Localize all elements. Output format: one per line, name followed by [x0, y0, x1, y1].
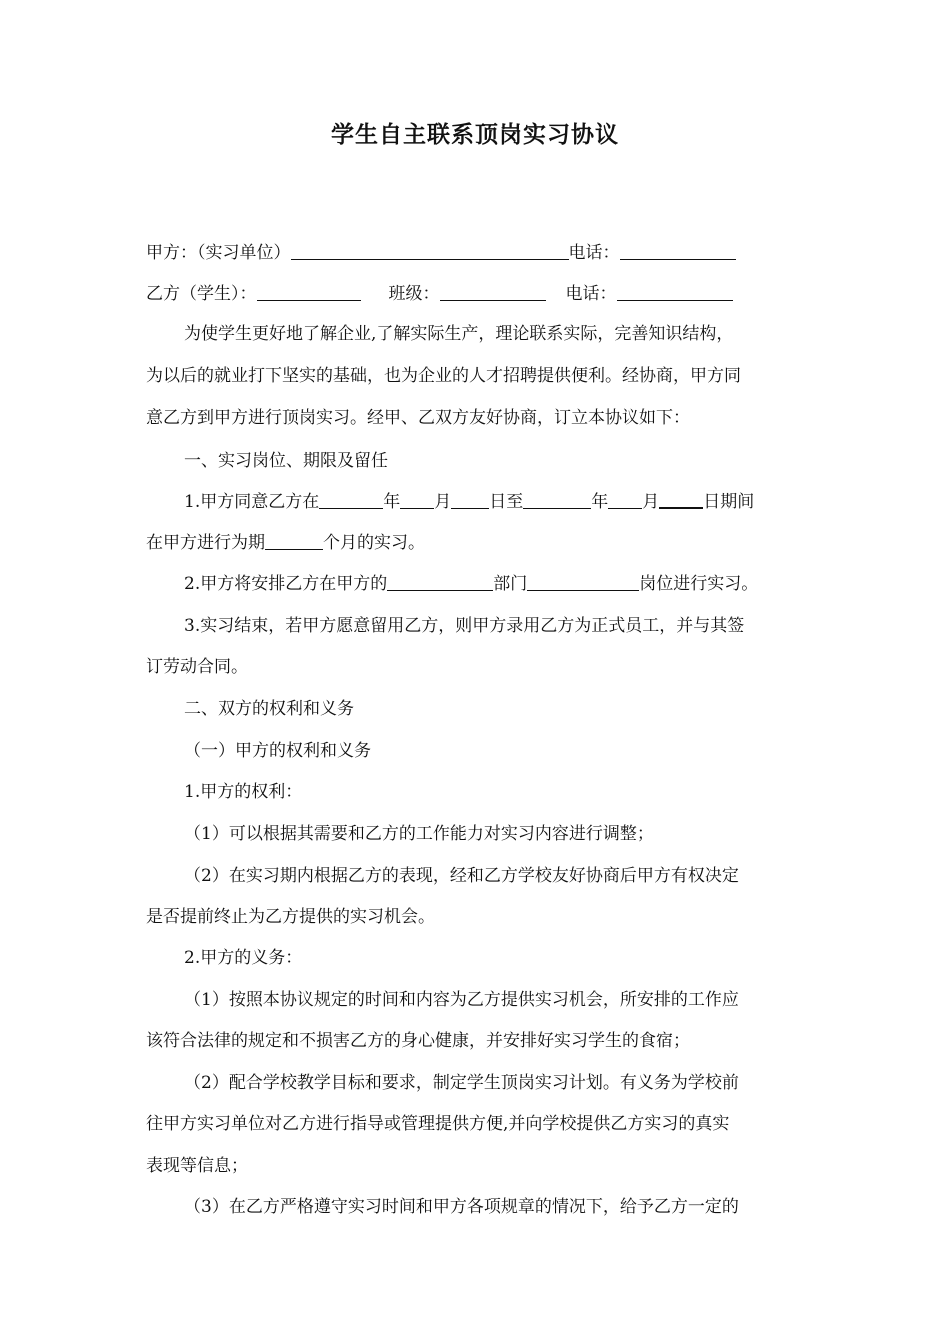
year-label: 年	[591, 492, 609, 512]
party-b-class-field[interactable]	[440, 282, 546, 301]
months-field[interactable]	[265, 531, 323, 550]
intro-line: 意乙方到甲方进行顶岗实习。经甲、乙双方友好协商，订立本协议如下：	[146, 408, 690, 428]
month-label: 月	[642, 492, 660, 512]
duty-item: （2）配合学校教学目标和要求，制定学生顶岗实习计划。有义务为学校前	[184, 1073, 739, 1093]
party-b-line	[146, 282, 810, 306]
page-title: 学生自主联系顶岗实习协议	[331, 122, 619, 148]
item1-line2-end: 个月的实习。	[323, 533, 425, 553]
item2-end-text: 岗位进行实习。	[639, 574, 759, 594]
right-item: （2）在实习期内根据乙方的表现，经和乙方学校友好协商后甲方有权决定	[184, 866, 739, 886]
section1-item1-line1	[146, 489, 810, 513]
position-field[interactable]	[527, 572, 639, 591]
start-month-field[interactable]	[400, 490, 434, 509]
section1-item3-line: 订劳动合同。	[146, 657, 248, 677]
duties-heading: 2.甲方的义务：	[184, 948, 303, 968]
end-year-field[interactable]	[523, 490, 591, 509]
party-a-line	[146, 241, 810, 265]
year-label: 年	[383, 492, 401, 512]
party-a-name-field[interactable]	[291, 241, 569, 260]
department-field[interactable]	[387, 572, 493, 591]
duty-item: 该符合法律的规定和不损害乙方的身心健康，并安排好实习学生的食宿；	[146, 1031, 690, 1051]
right-item: （1）可以根据其需要和乙方的工作能力对实习内容进行调整；	[184, 824, 654, 844]
section1-item2	[146, 572, 810, 596]
section2-heading: 二、双方的权利和义务	[184, 699, 354, 719]
month-label: 月	[434, 492, 452, 512]
section1-heading: 一、实习岗位、期限及留任	[184, 451, 388, 471]
party-b-class-label: 班级：	[388, 284, 440, 304]
right-item: 是否提前终止为乙方提供的实习机会。	[146, 907, 435, 927]
period-end-text: 日期间	[703, 492, 755, 512]
day-to-label: 日至	[489, 492, 524, 512]
duty-item: 往甲方实习单位对乙方进行指导或管理提供方便,并向学校提供乙方实习的真实	[146, 1114, 730, 1134]
start-year-field[interactable]	[319, 490, 383, 509]
start-day-field[interactable]	[451, 490, 489, 509]
end-day-field[interactable]	[659, 489, 703, 509]
party-b-phone-field[interactable]	[617, 282, 733, 301]
party-a-label: 甲方：（实习单位）	[146, 243, 291, 263]
party-a-phone-label: 电话：	[568, 243, 620, 263]
party-b-label: 乙方（学生）：	[146, 284, 257, 304]
section1-item3-line: 3.实习结束，若甲方愿意留用乙方，则甲方录用乙方为正式员工，并与其签	[184, 616, 745, 636]
party-b-phone-label: 电话：	[565, 284, 617, 304]
duty-item: （1）按照本协议规定的时间和内容为乙方提供实习机会，所安排的工作应	[184, 990, 739, 1010]
rights-heading: 1.甲方的权利：	[184, 782, 303, 802]
party-a-phone-field[interactable]	[620, 241, 736, 260]
party-b-name-field[interactable]	[257, 282, 361, 301]
duty-item: 表现等信息；	[146, 1156, 248, 1176]
dept-label: 部门	[493, 574, 528, 594]
section2-sub1: （一）甲方的权利和义务	[184, 741, 371, 761]
end-month-field[interactable]	[608, 490, 642, 509]
section1-item1-line2	[146, 531, 810, 555]
intro-line: 为使学生更好地了解企业,了解实际生产，理论联系实际，完善知识结构，	[184, 324, 734, 344]
intro-line: 为以后的就业打下坚实的基础，也为企业的人才招聘提供便利。经协商，甲方同	[146, 366, 741, 386]
item1-start-text: 1.甲方同意乙方在	[184, 492, 320, 512]
item1-line2-start: 在甲方进行为期	[146, 533, 265, 553]
duty-item: （3）在乙方严格遵守实习时间和甲方各项规章的情况下，给予乙方一定的	[184, 1197, 739, 1217]
item2-start-text: 2.甲方将安排乙方在甲方的	[184, 574, 388, 594]
